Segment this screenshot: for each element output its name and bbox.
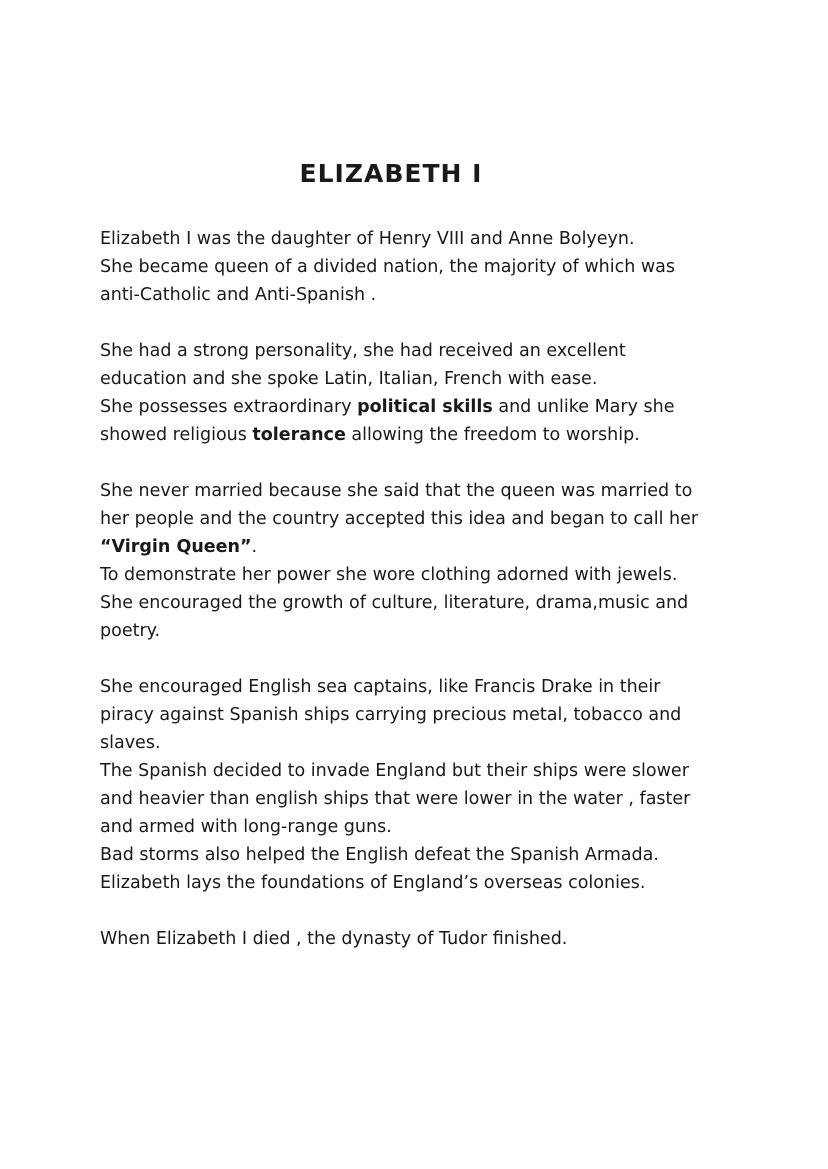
text-segment: and unlike Mary she: [492, 397, 675, 417]
paragraph-gap: [100, 309, 790, 337]
text-segment: allowing the freedom to worship.: [345, 425, 640, 445]
text-line: anti-Catholic and Anti-Spanish .: [100, 285, 377, 305]
page-title: ELIZABETH I: [299, 159, 483, 188]
paragraph-armada: [100, 673, 790, 897]
paragraph-personality: [100, 337, 790, 449]
paragraph-virgin-queen: [100, 477, 790, 645]
document-body: [100, 225, 790, 953]
text-line: Elizabeth lays the foundations of England’s overseas colonies.: [100, 873, 646, 893]
bold-term-tolerance: tolerance: [252, 425, 346, 445]
paragraph-gap: [100, 645, 790, 673]
text-line: She never married because she said that the queen was married to: [100, 481, 693, 501]
text-line: piracy against Spanish ships carrying precious metal, tobacco and: [100, 705, 682, 725]
text-line: and heavier than english ships that were lower in the water , faster: [100, 789, 691, 809]
paragraph-gap: [100, 897, 790, 925]
paragraph-parentage: [100, 225, 790, 309]
text-line: [100, 421, 790, 449]
text-line: education and she spoke Latin, Italian, French with ease.: [100, 369, 598, 389]
bold-term-virgin-queen: “Virgin Queen”: [100, 537, 252, 557]
paragraph-gap: [100, 449, 790, 477]
bold-term-political-skills: political skills: [357, 397, 493, 417]
text-line: To demonstrate her power she wore clothing adorned with jewels.: [100, 565, 678, 585]
text-line: Bad storms also helped the English defeat the Spanish Armada.: [100, 845, 659, 865]
text-line: and armed with long-range guns.: [100, 817, 392, 837]
text-line: She became queen of a divided nation, the majority of which was: [100, 257, 676, 277]
text-line: [100, 533, 790, 561]
text-line: poetry.: [100, 621, 161, 641]
text-line: She encouraged the growth of culture, literature, drama,music and: [100, 593, 689, 613]
text-line: [100, 393, 790, 421]
text-line: She had a strong personality, she had received an excellent: [100, 341, 626, 361]
paragraph-conclusion: [100, 925, 790, 953]
text-line: her people and the country accepted this idea and began to call her: [100, 509, 699, 529]
text-segment: showed religious: [100, 425, 253, 445]
text-line: slaves.: [100, 733, 161, 753]
text-segment: She possesses extraordinary: [100, 397, 358, 417]
text-line: The Spanish decided to invade England but their ships were slower: [100, 761, 689, 781]
text-line: When Elizabeth I died , the dynasty of Tudor finished.: [100, 929, 568, 949]
text-line: She encouraged English sea captains, like Francis Drake in their: [100, 677, 661, 697]
text-segment: .: [251, 537, 258, 557]
text-line: Elizabeth I was the daughter of Henry VIII and Anne Bolyeyn.: [100, 229, 635, 249]
